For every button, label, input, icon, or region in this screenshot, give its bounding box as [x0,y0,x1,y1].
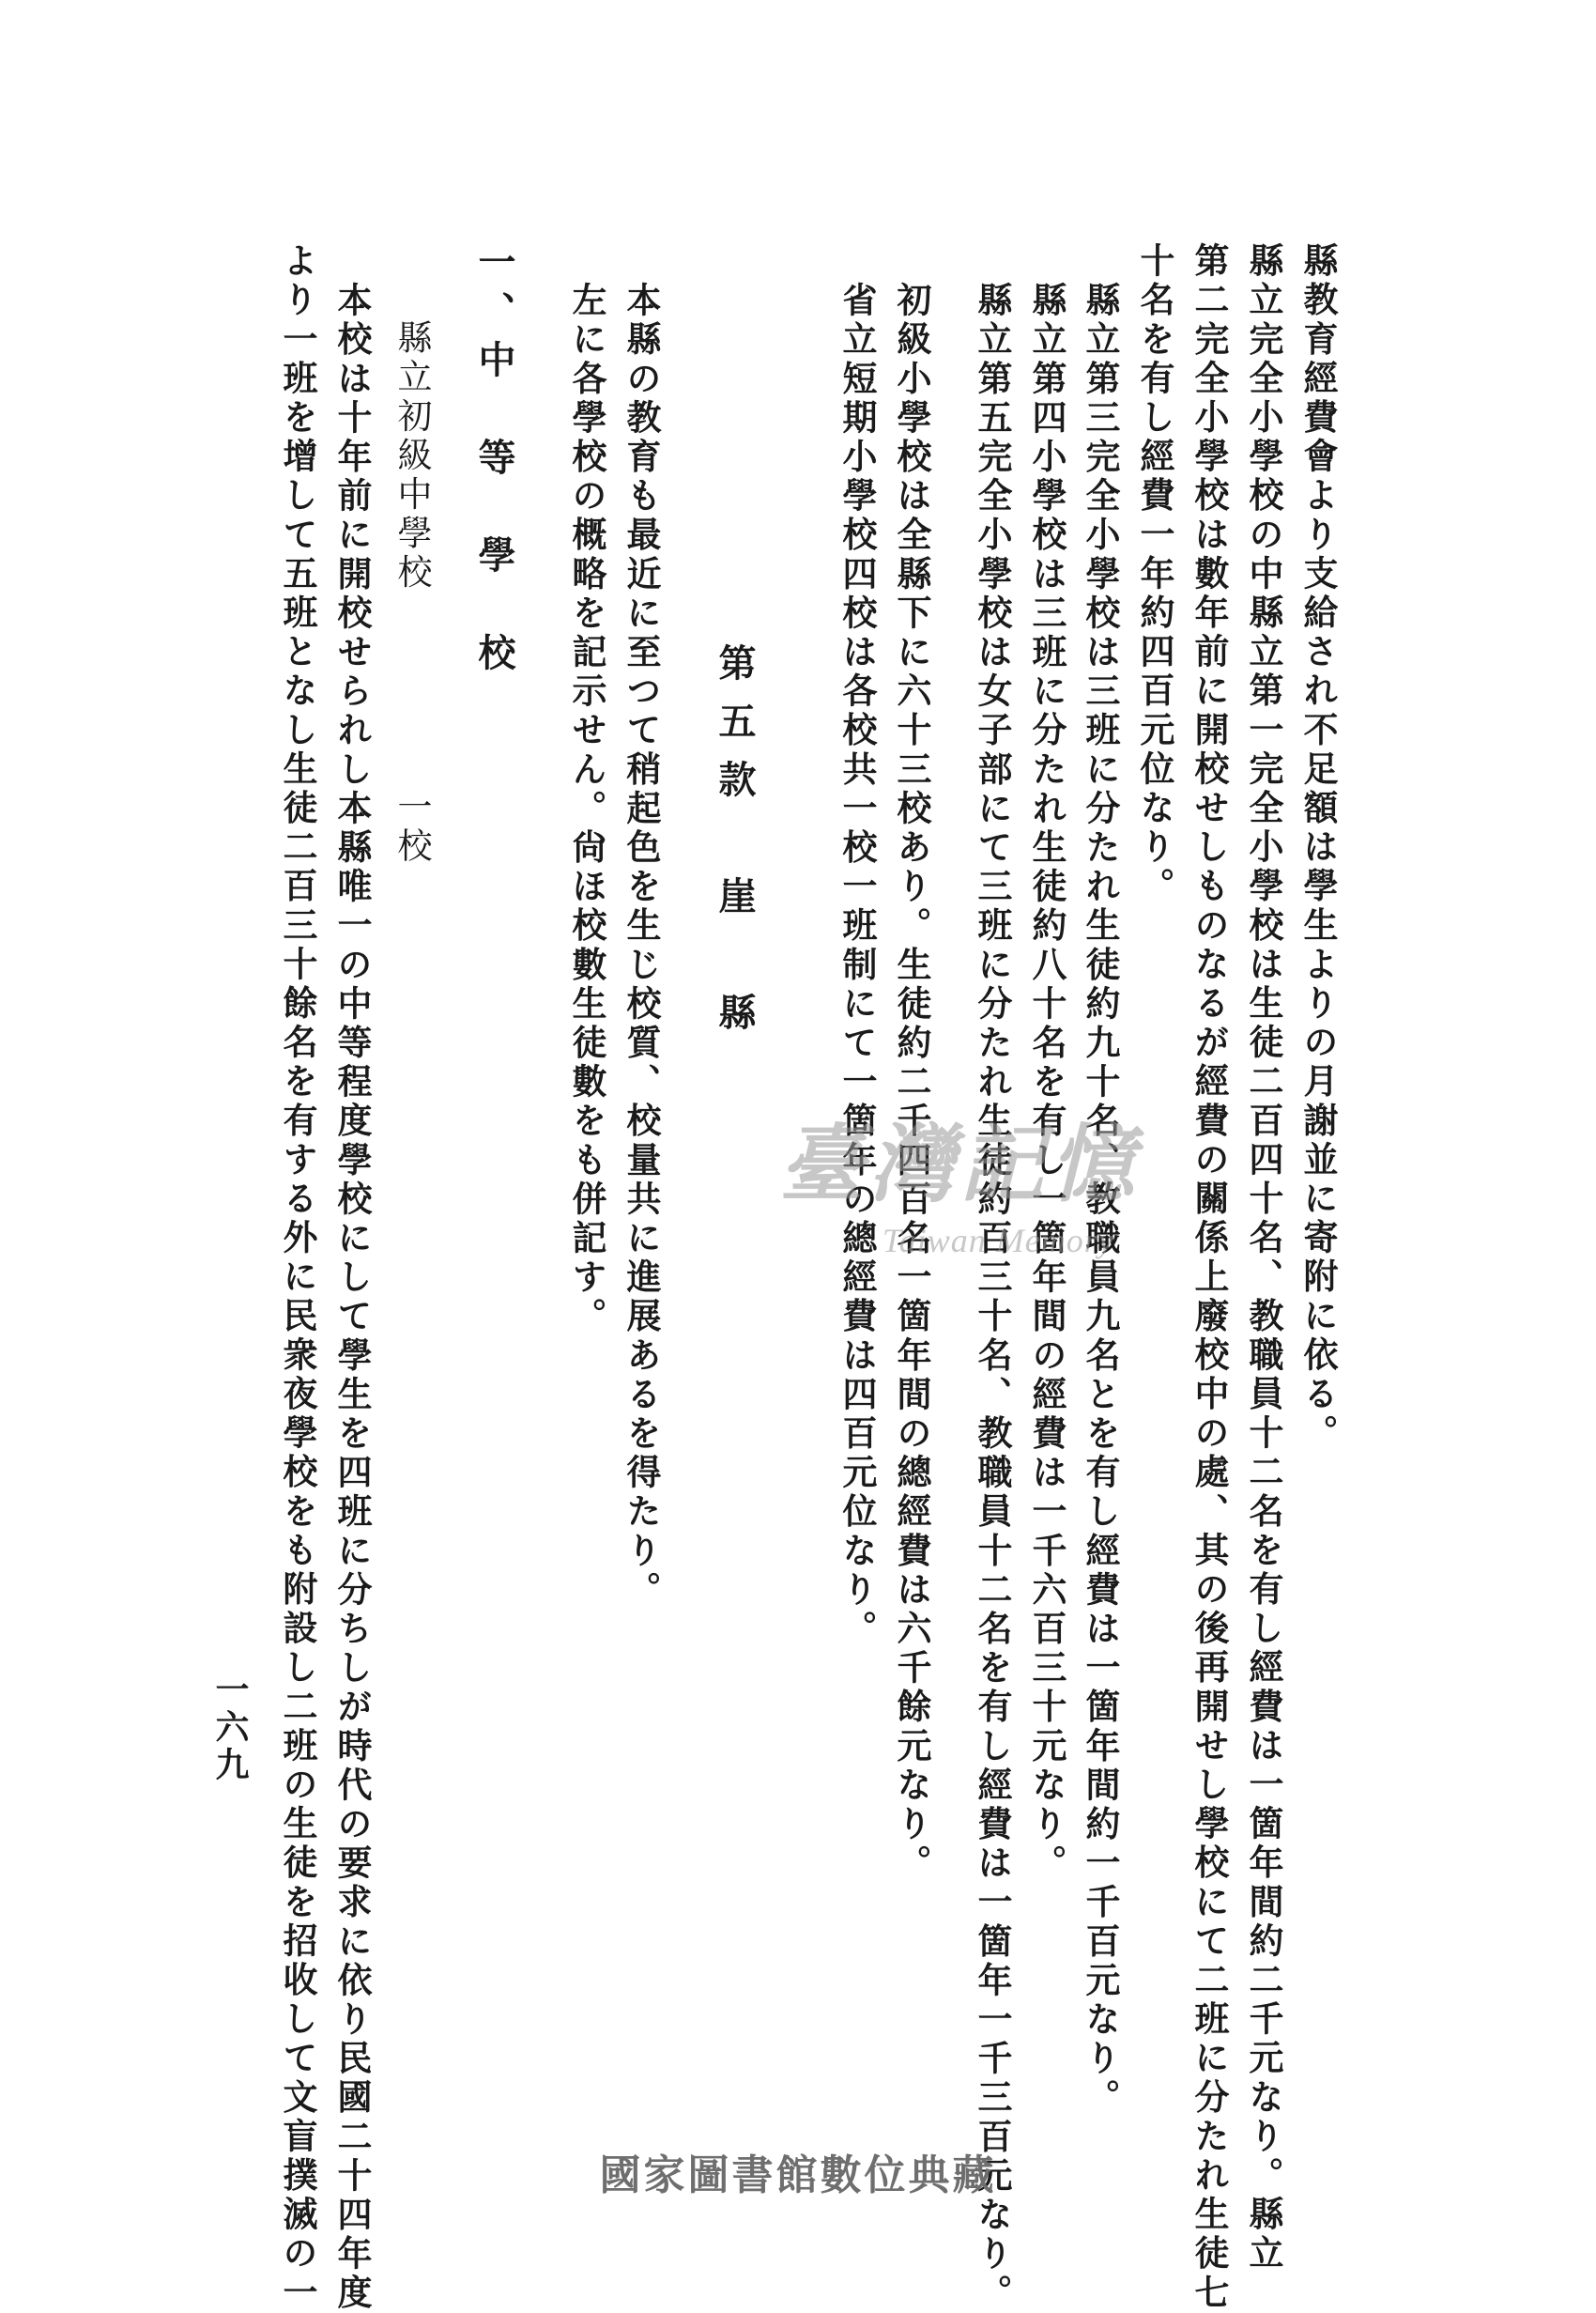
text-column-5: 縣立第三完全小學校は三班に分たれ生徒約九十名、教職員九名とを有し經費は一箇年間約一千百元なり。 [1080,282,1121,2119]
text-column-6: 縣立第四小學校は三班に分たれ生徒約八十名を有し一箇年間の經費は一千六百三十元なり。 [1026,282,1067,1884]
page-number: 一六九 [210,1672,250,1784]
watermark-english: Taiwan Memory [882,1222,1114,1259]
watermark-chinese: 臺灣記憶 [779,1115,1140,1214]
text-column-8: 初級小學校は全縣下に六十三校あり。生徒約二千四百名一箇年間の總經費は六千餘元なり。 [891,282,932,1884]
school-name-line: 縣立初級中學校 一校 [391,319,432,867]
library-footer: 國家圖書館數位典藏 [599,2151,997,2199]
text-column-7: 縣立第五完全小學校は女子部にて三班に分たれ生徒約百三十名、教職員十二名を有し經費は一箇年一千三百元なり。 [972,282,1013,2313]
text-column-15: 本校は十年前に開校せられし本縣唯一の中等程度學校にして學生を四班に分ちしが時代の要求に依り民國二十四年度 [331,282,373,2313]
taiwan-memory-watermark [779,1115,1277,1282]
text-column-12: 左に各學校の概略を記示せん。尙ほ校數生徒數をも併記す。 [566,282,607,1337]
text-column-4: 十名を有し經費一年約四百元位なり。 [1134,242,1175,907]
section-heading-yaxian: 第五款 崖 縣 [713,643,757,1051]
subsection-heading-middle-schools: 一、中 等 學 校 [472,242,516,682]
text-column-9: 省立短期小學校四校は各校共一校一班制にて一箇年の總經費は四百元位なり。 [836,282,878,1649]
text-column-2: 縣立完全小學校の中縣立第一完全小學校は生徒二百四十名、教職員十二名を有し經費は一箇年間約二千元なり。縣立 [1243,242,1284,2274]
text-column-3: 第二完全小學校は數年前に開校せしものなるが經費の關係上廢校中の處、其の後再開せし學校にて二班に分たれ生徒七 [1189,242,1230,2313]
text-column-1: 縣教育經費會より支給され不足額は學生よりの月謝並に寄附に依る。 [1297,242,1339,1454]
text-column-11: 本縣の教育も最近に至つて稍起色を生じ校質、校量共に進展あるを得たり。 [621,282,662,1611]
text-column-16: より一班を增して五班となし生徒二百三十餘名を有する外に民衆夜學校をも附設し二班の生徒を招收して文盲撲滅の一 [277,242,318,2313]
